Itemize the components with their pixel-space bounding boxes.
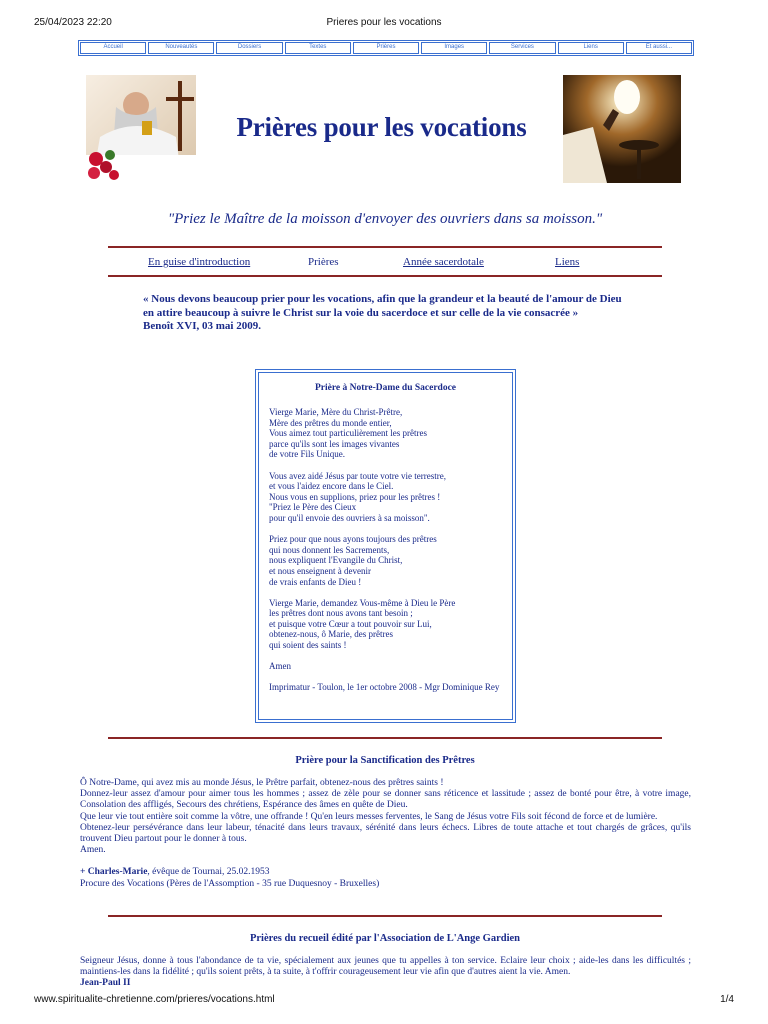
- nav-dossiers[interactable]: Dossiers: [216, 42, 282, 54]
- nav-accueil[interactable]: Accueil: [80, 42, 146, 54]
- print-datetime: 25/04/2023 22:20: [34, 17, 112, 28]
- paragraph: Que leur vie tout entière soit comme la vôtre, une offrande ! Qu'en leurs messes ferventes, le Sang de Jésus votre Fils soit fécond de force et de lumière.: [80, 811, 658, 822]
- nav-prieres[interactable]: Prières: [353, 42, 419, 54]
- section-sanctification-title: Prière pour la Sanctification des Prêtres: [295, 755, 475, 766]
- signature-line: [80, 867, 691, 878]
- prayer-stanza: Vous avez aidé Jésus par toute votre vie terrestre, et vous l'aidez encore dans le Ciel. Nous vous en supplions, priez pour les prêtres ! "Priez le Père des Cieux pour qu'il envoie des ouvriers à sa moisson".: [269, 470, 447, 523]
- author-line: Jean-Paul II: [80, 978, 131, 989]
- top-navbar: [78, 40, 694, 56]
- page-title: Prières pour les vocations: [236, 112, 527, 142]
- print-page-number: 1/4: [720, 994, 734, 1005]
- prayer-box: [255, 369, 516, 723]
- signature-detail: , évêque de Tournai, 25.02.1953: [147, 867, 270, 878]
- divider: [108, 275, 662, 277]
- divider: [108, 246, 662, 248]
- link-introduction[interactable]: En guise d'introduction: [148, 256, 251, 268]
- print-page-title: Prieres pour les vocations: [326, 17, 442, 28]
- eucharist-elevation-photo: [563, 75, 681, 183]
- nav-nouveautes[interactable]: Nouveautés: [148, 42, 214, 54]
- prayer-amen: Amen: [269, 661, 291, 672]
- link-prieres-current: Prières: [308, 256, 339, 268]
- nav-et-aussi[interactable]: Et aussi...: [626, 42, 692, 54]
- link-liens[interactable]: Liens: [555, 256, 580, 268]
- divider: [108, 737, 662, 739]
- prayer-title: Prière à Notre-Dame du Sacerdoce: [314, 383, 457, 393]
- signature-name: + Charles-Marie: [80, 867, 148, 878]
- section-sanctification-body: [80, 778, 691, 890]
- nav-textes[interactable]: Textes: [285, 42, 351, 54]
- link-annee-sacerdotale[interactable]: Année sacerdotale: [403, 256, 484, 268]
- paragraph: Amen.: [80, 845, 106, 856]
- nav-images[interactable]: Images: [421, 42, 487, 54]
- prayer-stanza: Vierge Marie, Mère du Christ-Prêtre, Mère des prêtres du monde entier, Vous aimez tout particulièrement les prêtres parce qu'ils sont les images vivantes de votre Fils Unique.: [269, 407, 428, 460]
- intro-attribution: Benoît XVI, 03 mai 2009.: [143, 320, 261, 332]
- prayer-stanza: Priez pour que nous ayons toujours des prêtres qui nous donnent les Sacrements, nous expliquent l'Evangile du Christ, et nous enseignent à devenir de vrais enfants de Dieu !: [269, 534, 437, 587]
- prayer-stanza: Vierge Marie, demandez Vous-même à Dieu le Père les prêtres dont nous avons tant besoin ; et puisque votre Cœur a tout pouvoir sur Lui, obtenez-nous, ô Marie, des prêtres qui soient des saints !: [269, 597, 456, 651]
- prayer-box-frame: [258, 372, 513, 720]
- print-url: www.spiritualite-chretienne.com/prieres/vocations.html: [34, 994, 275, 1005]
- paragraph: Obtenez-leur persévérance dans leur labeur, ténacité dans leurs travaux, sérénité dans leurs échecs. Libres de toute attache et tout chargés de grâces, qu'ils trouvent Dieu partout pour le donner à tous.: [80, 822, 691, 845]
- prayer-imprimatur: Imprimatur - Toulon, le 1er octobre 2008 - Mgr Dominique Rey: [269, 682, 500, 693]
- section-ange-gardien-title: Prières du recueil édité par l'Association de L'Ange Gardien: [249, 933, 521, 944]
- nav-services[interactable]: Services: [489, 42, 555, 54]
- prayer-body: [269, 407, 506, 693]
- section-ange-gardien-body: [80, 956, 691, 990]
- nav-liens[interactable]: Liens: [558, 42, 624, 54]
- divider: [108, 915, 662, 917]
- intro-quote: [143, 293, 635, 334]
- intro-text: « Nous devons beaucoup prier pour les vocations, afin que la grandeur et la beauté de l'amour de Dieu en attire beaucoup à suivre le Christ sur la voie du sacerdoce et sur celle de la vie consacrée »: [143, 293, 622, 319]
- priest-at-altar-photo: [86, 75, 196, 183]
- paragraph: Seigneur Jésus, donne à tous l'abondance de ta vie, spécialement aux jeunes que tu appelles à ton service. Eclaire leur choix ; aide-les dans les difficultés ; maintiens-les dans la fidélité ; qu'ils soient prêts, à ta suite, à t'offrir courageusement leur vie afin que d'autres aient la vie. Amen.: [80, 956, 691, 978]
- paragraph: Donnez-leur assez d'amour pour aimer tous les hommes ; assez de zèle pour se donner sans réticence et lassitude ; assez de bonté pour être, à votre image, Consolation des affligés, Secours des chrétiens, Espérance des âmes en quête de Dieu.: [80, 789, 691, 811]
- paragraph: Ô Notre-Dame, qui avez mis au monde Jésus, le Prêtre parfait, obtenez-nous des prêtres saints !: [80, 778, 444, 788]
- source-line: Procure des Vocations (Pères de l'Assomption - 35 rue Duquesnoy - Bruxelles): [80, 878, 380, 889]
- harvest-quote: "Priez le Maître de la moisson d'envoyer des ouvriers dans sa moisson.": [167, 211, 603, 227]
